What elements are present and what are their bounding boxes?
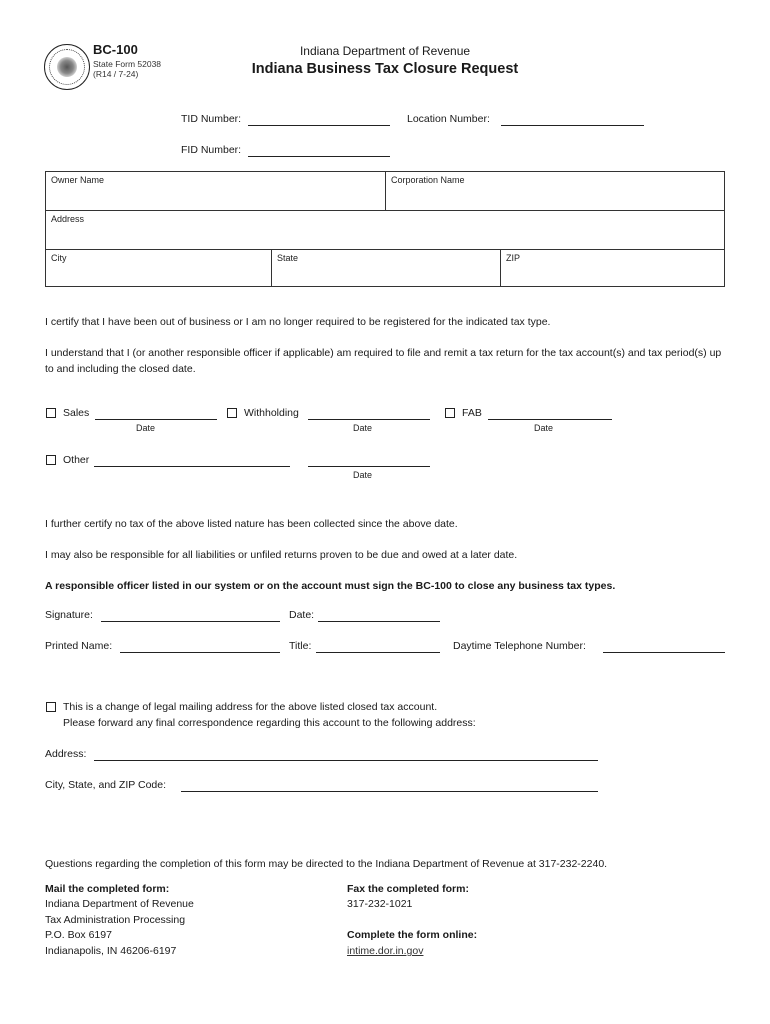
withholding-checkbox[interactable] [227,408,237,418]
questions-note: Questions regarding the completion of this form may be directed to the Indiana Department of Revenue at 317-232-2240. [45,858,608,870]
date-label: Date: [289,609,315,621]
owner-name-cell[interactable] [46,172,386,211]
tid-field[interactable] [248,125,390,126]
other-label: Other [63,454,90,466]
signature-label: Signature: [45,609,93,621]
further-paragraph-2: I may also be responsible for all liabilities or unfiled returns proven to be due and owed at a later date. [45,549,518,561]
zip-label: ZIP [506,253,521,263]
new-city-state-zip-label: City, State, and ZIP Code: [45,779,167,791]
fax-heading: Fax the completed form: [347,883,469,895]
fab-date-caption: Date [534,423,554,433]
fab-label: FAB [462,407,482,419]
new-city-state-zip-field[interactable] [181,791,598,792]
state-label: State [277,253,299,263]
mail-line: Tax Administration Processing [45,914,186,926]
printed-name-field[interactable] [120,652,280,653]
mail-line: Indiana Department of Revenue [45,898,194,910]
sales-checkbox[interactable] [46,408,56,418]
online-heading: Complete the form online: [347,929,478,941]
tid-label: TID Number: [181,113,242,125]
phone-field[interactable] [603,652,725,653]
fax-number: 317-232-1021 [347,898,413,910]
online-link[interactable]: intime.dor.in.gov [347,945,424,957]
corporation-name-cell[interactable] [386,172,724,211]
location-field[interactable] [501,125,644,126]
state-form-number: State Form 52038 [93,59,162,69]
certify-paragraph-1: I certify that I have been out of business or I am no longer required to be registered for the indicated tax type. [45,316,551,328]
form-id: BC-100 [93,42,138,57]
phone-label: Daytime Telephone Number: [453,640,586,652]
signature-field[interactable] [101,621,280,622]
signature-requirement-note: A responsible officer listed in our system or on the account must sign the BC-100 to close any business tax types. [45,580,616,592]
signature-date-field[interactable] [318,621,440,622]
revision: (R14 / 7-24) [93,69,139,79]
zip-cell[interactable] [501,250,724,286]
location-label: Location Number: [407,113,490,125]
other-date-caption: Date [353,470,373,480]
sales-date-caption: Date [136,423,156,433]
withholding-date-field[interactable] [308,419,430,420]
mail-line: P.O. Box 6197 [45,929,112,941]
fab-date-field[interactable] [488,419,612,420]
page-title: Indiana Business Tax Closure Request [251,61,519,77]
further-paragraph-1: I further certify no tax of the above listed nature has been collected since the above date. [45,518,458,530]
business-info-grid [45,171,725,287]
sales-date-field[interactable] [95,419,217,420]
corporation-name-label: Corporation Name [391,175,465,185]
title-field[interactable] [316,652,440,653]
new-address-label: Address: [45,748,87,760]
city-cell[interactable] [46,250,272,286]
address-change-line-2: Please forward any final correspondence regarding this account to the following address: [63,717,476,729]
withholding-label: Withholding [244,407,299,419]
certify-paragraph-2: I understand that I (or another responsible officer if applicable) am required to file and remit a tax return for the tax account(s) and tax period(s) up to and including the closed date. [45,347,722,375]
sales-label: Sales [63,407,90,419]
address-label: Address [51,214,85,224]
city-label: City [51,253,67,263]
address-change-checkbox[interactable] [46,702,56,712]
owner-name-label: Owner Name [51,175,105,185]
address-cell[interactable] [46,211,724,250]
state-cell[interactable] [272,250,501,286]
mail-heading: Mail the completed form: [45,883,170,895]
other-description-field[interactable] [94,466,290,467]
fid-field[interactable] [248,156,390,157]
printed-name-label: Printed Name: [45,640,113,652]
fid-label: FID Number: [181,144,242,156]
new-address-field[interactable] [94,760,598,761]
address-change-line-1: This is a change of legal mailing address for the above listed closed tax account. [63,701,438,713]
fab-checkbox[interactable] [445,408,455,418]
other-date-field[interactable] [308,466,430,467]
mail-line: Indianapolis, IN 46206-6197 [45,945,177,957]
other-checkbox[interactable] [46,455,56,465]
agency-name: Indiana Department of Revenue [299,44,471,58]
title-label: Title: [289,640,312,652]
withholding-date-caption: Date [353,423,373,433]
